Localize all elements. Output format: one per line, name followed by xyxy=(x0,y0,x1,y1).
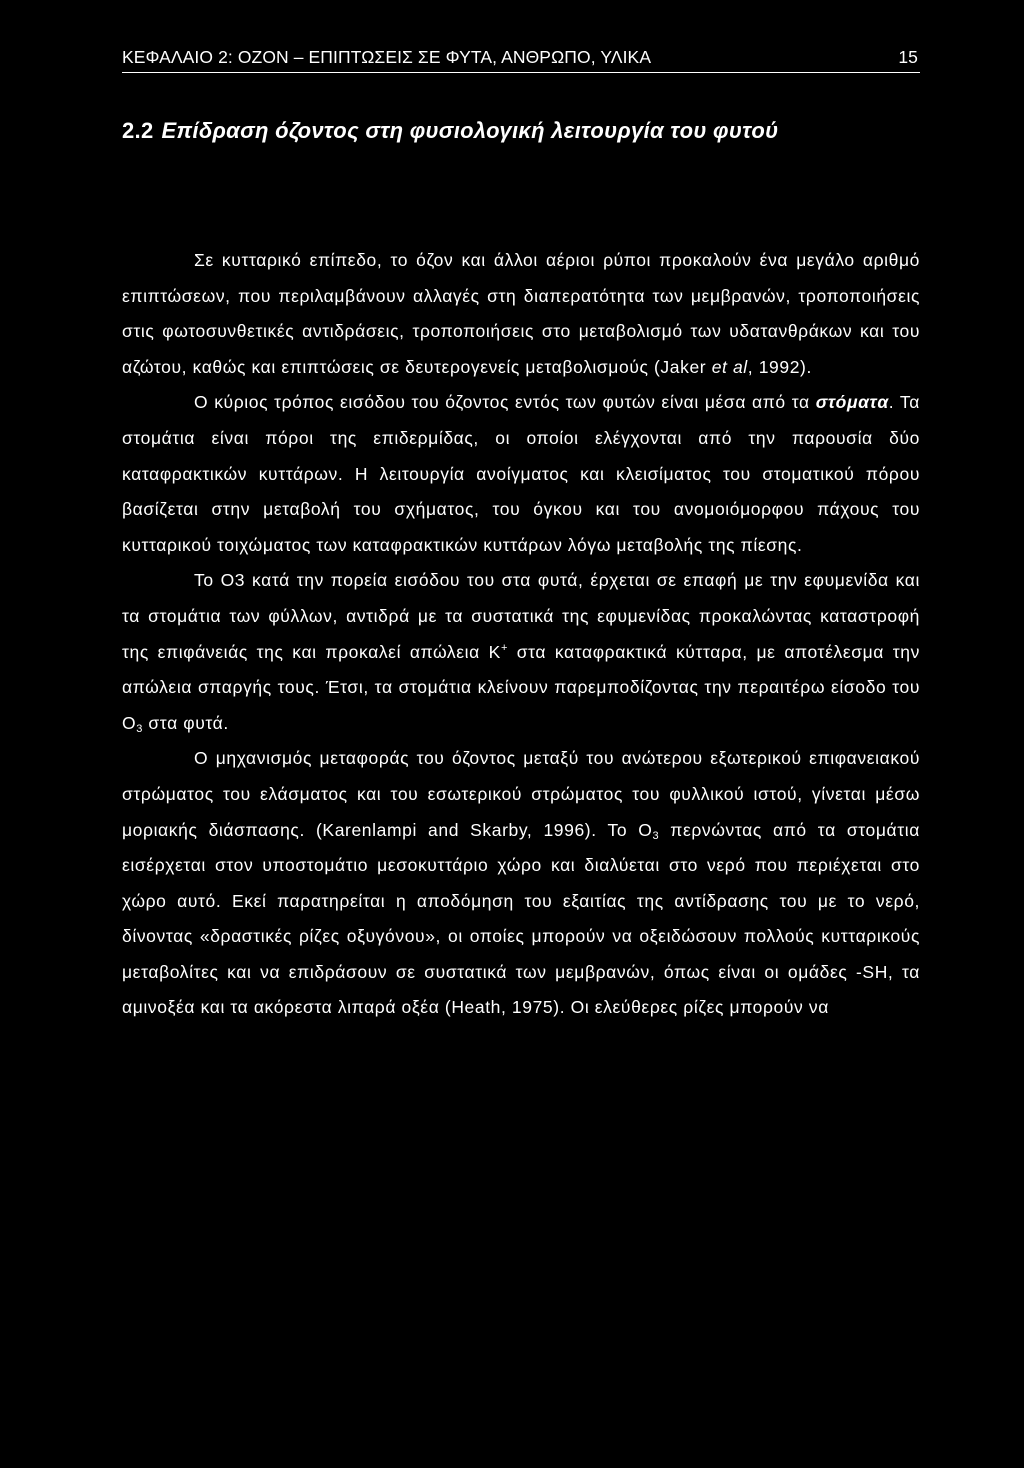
paragraph-1 xyxy=(122,243,920,385)
paragraph-4-text: Ο μηχανισμός μεταφοράς του όζοντος μεταξύ του ανώτερου εξωτερικού επιφανειακού στρώματος του ελάσματος και του εσωτερικού στρώματος του φυλλικού ιστού, γίνεται μέσω μοριακής διάσπασης. (Karenlampi and Skarby, 1996). Το Ο xyxy=(122,748,920,840)
paragraph-1-text: Σε κυτταρικό επίπεδο, το όζον και άλλοι αέριοι ρύποι προκαλούν ένα μεγάλο αριθμό επιπτώσεων, που περιλαμβάνουν αλλαγές στη διαπερατότητα των μεμβρανών, τροποποιήσεις στις φωτοσυνθετικές αντιδράσεις, τροποποιήσεις στο μεταβολισμό των υδατανθράκων και του αζώτου, καθώς και επιπτώσεις σε δευτερογενείς μεταβολισμούς (Jaker xyxy=(122,250,920,377)
paragraph-3-text-end: στα φυτά. xyxy=(142,712,229,733)
bold-term-stomata: στόματα xyxy=(815,392,889,413)
paragraph-1-text-end: , 1992). xyxy=(747,356,812,377)
paragraph-2-text: Ο κύριος τρόπος εισόδου του όζοντος εντός των φυτών είναι μέσα από τα xyxy=(194,392,816,413)
page-number: 15 xyxy=(898,47,918,67)
paragraph-4 xyxy=(122,741,920,1026)
paragraph-3-text: Το Ο3 κατά την πορεία εισόδου του στα φυτά, έρχεται σε επαφή με την εφυμενίδα και τα στομάτια των φύλλων, αντιδρά με τα συστατικά της εφυμενίδας προκαλώντας καταστροφή της επιφάνειάς της και προκαλεί απώλεια Κ xyxy=(122,570,920,662)
paragraph-4-text-end: περνώντας από τα στομάτια εισέρχεται στον υποστομάτιο μεσοκυττάριο χώρο και διαλύεται στο νερό που περιέχεται στο χώρο αυτό. Εκεί παρατηρείται η αποδόμηση του εξαιτίας της αντίδρασης του με το νερό, δίνοντας «δραστικές ρίζες οξυγόνου», οι οποίες μπορούν να οξειδώσουν πολλούς κυτταρικούς μεταβολίτες και να επιδράσουν σε συστατικά των μεμβρανών, όπως είναι οι ομάδες -SH, τα αμινοξέα και τα ακόρεστα λιπαρά οξέα (Heath, 1975). Οι ελεύθερες ρίζες μπορούν να xyxy=(122,819,920,1018)
superscript-plus: + xyxy=(500,641,508,654)
subscript-3: 3 xyxy=(652,829,660,842)
chapter-title: ΚΕΦΑΛΑΙΟ 2: ΟΖΟΝ – ΕΠΙΠΤΩΣΕΙΣ ΣΕ ΦΥΤΑ, ΑΝΘΡΩΠΟ, ΥΛΙΚΑ xyxy=(122,47,652,67)
citation-et-al: et al xyxy=(711,356,748,377)
section-number: 2.2 xyxy=(122,118,154,143)
paragraph-3-text-mid: στα καταφρακτικά κύτταρα, με αποτέλεσμα την απώλεια σπαργής τους. Έτσι, τα στομάτια κλείνουν παρεμποδίζοντας την περαιτέρω είσοδο του Ο xyxy=(122,641,920,733)
paragraph-3 xyxy=(122,563,920,741)
paragraph-2 xyxy=(122,385,920,563)
paragraph-2-text-end: . Τα στομάτια είναι πόροι της επιδερμίδας, οι οποίοι ελέγχονται από την παρουσία δύο καταφρακτικών κυττάρων. Η λειτουργία ανοίγματος και κλεισίματος του στοματικού πόρου βασίζεται στην μεταβολή του σχήματος, του όγκου και του ανομοιόμορφου πάχους του κυτταρικού τοιχώματος των καταφρακτικών κυττάρων λόγω μεταβολής της πίεσης. xyxy=(122,392,920,555)
body-text xyxy=(122,243,920,1026)
running-header xyxy=(122,44,920,73)
section-title: Επίδραση όζοντος στη φυσιολογική λειτουργία του φυτού xyxy=(161,118,779,143)
section-heading xyxy=(122,106,920,155)
subscript-3: 3 xyxy=(136,722,143,735)
